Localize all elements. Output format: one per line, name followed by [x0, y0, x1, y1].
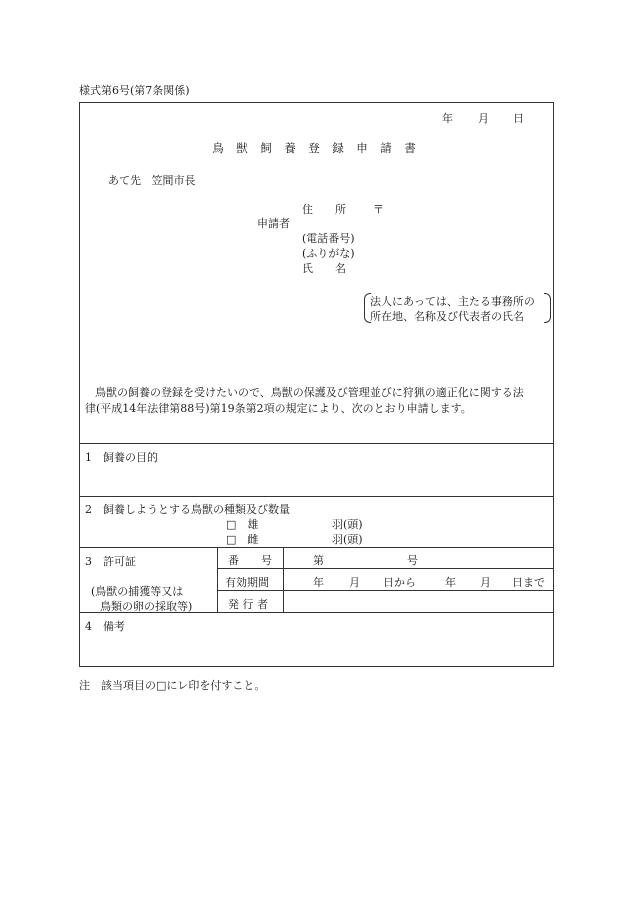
date-month-label: 月: [478, 112, 489, 125]
period-to-year: 年: [445, 576, 456, 589]
title-char: 録: [332, 141, 344, 155]
period-from-month: 月: [349, 576, 360, 589]
section-divider: [79, 443, 553, 444]
period-from-day: 日から: [383, 576, 416, 589]
title-char: 飼: [260, 141, 272, 155]
corp-note-right-bracket: [544, 293, 551, 323]
footnote: 注 該当項目の□にレ印を付すこと。: [79, 679, 266, 692]
corp-note-line1: 法人にあっては、主たる事務所の: [370, 295, 535, 308]
permit-number-suffix: 号: [407, 554, 418, 567]
section-divider: [79, 496, 553, 497]
date-year-label: 年: [442, 112, 453, 125]
permit-issuer-label: 発 行 者: [228, 598, 268, 611]
title-char: 申: [356, 141, 368, 155]
phone-label: (電話番号): [302, 232, 355, 245]
permit-row-divider: [217, 568, 553, 569]
title-char: 養: [284, 141, 296, 155]
permit-note-line2: 鳥類の卵の採取等): [100, 600, 193, 613]
title-char: 書: [404, 141, 416, 155]
section-purpose-label: 1 飼養の目的: [85, 451, 158, 464]
title-char: 登: [308, 141, 320, 155]
permit-row-divider: [217, 590, 553, 591]
form-number-label: 様式第6号(第7条関係): [79, 84, 190, 97]
permit-period-label: 有効期間: [225, 576, 269, 589]
corp-note-line2: 所在地、名称及び代表者の氏名: [370, 310, 524, 323]
addressee-label: あて先: [108, 174, 141, 187]
section-divider: [79, 547, 553, 548]
section-permit-label: 3 許可証: [85, 555, 136, 568]
male-checkbox[interactable]: □ 雄: [226, 518, 259, 531]
female-unit: 羽(頭): [332, 533, 363, 546]
applicant-label: 申請者: [257, 217, 290, 230]
section-species-label: 2 飼養しようとする鳥獣の種類及び数量: [85, 503, 290, 516]
postal-mark: 〒: [373, 203, 384, 216]
addressee-name: 笠間市長: [151, 174, 196, 187]
body-text-line1: 鳥獣の飼養の登録を受けたいので、鳥獣の保護及び管理並びに狩猟の適正化に関する法: [95, 386, 524, 399]
female-checkbox[interactable]: □ 雌: [226, 533, 259, 546]
body-text-line2: 律(平成14年法律第88号)第19条第2項の規定により、次のとおり申請します。: [85, 402, 472, 415]
male-unit: 羽(頭): [332, 518, 363, 531]
permit-note-line1: (鳥獣の捕獲等又は: [91, 585, 184, 598]
period-to-day: 日まで: [512, 576, 545, 589]
permit-col-divider: [217, 547, 218, 612]
permit-col-divider: [283, 547, 284, 612]
title-char: 獣: [236, 141, 248, 155]
period-from-year: 年: [313, 576, 324, 589]
permit-number-prefix: 第: [313, 554, 324, 567]
title-char: 鳥: [212, 141, 224, 155]
section-remarks-label: 4 備考: [85, 620, 125, 633]
furigana-label: (ふりがな): [302, 247, 355, 260]
period-to-month: 月: [480, 576, 491, 589]
name-label: 氏 名: [302, 262, 346, 275]
address-label: 住 所: [302, 203, 346, 216]
page-title: [206, 140, 422, 156]
date-day-label: 日: [513, 112, 524, 125]
permit-number-label: 番 号: [228, 554, 272, 567]
addressee: [108, 172, 196, 188]
title-char: 請: [380, 141, 392, 155]
